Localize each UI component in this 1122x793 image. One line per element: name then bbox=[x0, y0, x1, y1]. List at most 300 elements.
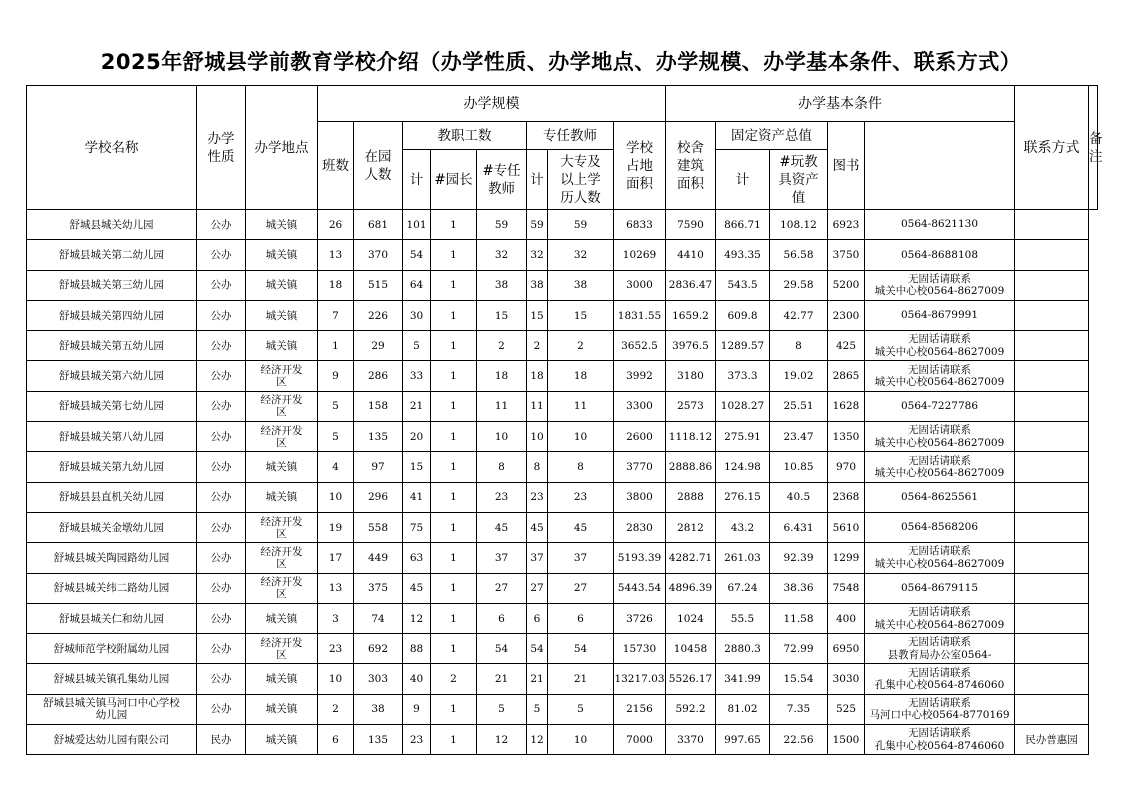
cell-enrolled: 692 bbox=[354, 634, 403, 664]
cell-remarks bbox=[1015, 331, 1089, 361]
cell-contact: 无固话请联系 城关中心校0564-8627009 bbox=[865, 422, 1015, 452]
cell-land-area: 3800 bbox=[614, 482, 666, 512]
cell-classes: 3 bbox=[318, 603, 354, 633]
cell-remarks bbox=[1015, 240, 1089, 270]
table-row bbox=[27, 603, 1098, 633]
cell-school-name: 舒城县城关幼儿园 bbox=[27, 210, 197, 240]
table-row bbox=[27, 634, 1098, 664]
cell-classes: 17 bbox=[318, 543, 354, 573]
table-row bbox=[27, 694, 1098, 724]
cell-assets-total: 1289.57 bbox=[716, 331, 770, 361]
cell-nature: 公办 bbox=[197, 512, 246, 542]
table-row bbox=[27, 664, 1098, 694]
cell-contact: 无固话请联系 城关中心校0564-8627009 bbox=[865, 270, 1015, 300]
cell-teacher-total: 18 bbox=[527, 361, 548, 391]
cell-building-area: 7590 bbox=[666, 210, 716, 240]
cell-books: 1628 bbox=[828, 391, 865, 421]
cell-location: 城关镇 bbox=[246, 664, 318, 694]
header-assets-group: 固定资产总值 bbox=[716, 122, 828, 150]
cell-building-area: 3370 bbox=[666, 725, 716, 755]
cell-books: 425 bbox=[828, 331, 865, 361]
cell-remarks: 民办普惠园 bbox=[1015, 725, 1089, 755]
cell-contact: 0564-8679115 bbox=[865, 573, 1015, 603]
cell-school-name: 舒城县城关金墩幼儿园 bbox=[27, 512, 197, 542]
cell-remarks bbox=[1015, 361, 1089, 391]
cell-school-name: 舒城县县直机关幼儿园 bbox=[27, 482, 197, 512]
cell-fulltime-teacher: 2 bbox=[477, 331, 527, 361]
cell-classes: 6 bbox=[318, 725, 354, 755]
cell-fulltime-teacher: 8 bbox=[477, 452, 527, 482]
cell-location: 城关镇 bbox=[246, 603, 318, 633]
cell-school-name: 舒城县城关第四幼儿园 bbox=[27, 300, 197, 330]
cell-enrolled: 29 bbox=[354, 331, 403, 361]
cell-enrolled: 296 bbox=[354, 482, 403, 512]
cell-school-name: 舒城县城关陶园路幼儿园 bbox=[27, 543, 197, 573]
cell-classes: 10 bbox=[318, 482, 354, 512]
cell-assets-total: 124.98 bbox=[716, 452, 770, 482]
cell-nature: 公办 bbox=[197, 240, 246, 270]
cell-college: 10 bbox=[548, 725, 614, 755]
cell-books: 1350 bbox=[828, 422, 865, 452]
cell-teacher-total: 32 bbox=[527, 240, 548, 270]
cell-staff-total: 54 bbox=[403, 240, 431, 270]
cell-college: 38 bbox=[548, 270, 614, 300]
cell-remarks bbox=[1015, 694, 1089, 724]
header-staff-total: 计 bbox=[403, 150, 431, 210]
cell-school-name: 舒城县城关纬二路幼儿园 bbox=[27, 573, 197, 603]
cell-remarks bbox=[1015, 452, 1089, 482]
cell-college: 32 bbox=[548, 240, 614, 270]
cell-location: 经济开发 区 bbox=[246, 512, 318, 542]
header-building-area: 校舍 建筑 面积 bbox=[666, 122, 716, 210]
cell-teacher-total: 38 bbox=[527, 270, 548, 300]
cell-contact: 0564-8568206 bbox=[865, 512, 1015, 542]
cell-college: 5 bbox=[548, 694, 614, 724]
cell-principal: 1 bbox=[431, 422, 477, 452]
cell-building-area: 1659.2 bbox=[666, 300, 716, 330]
cell-assets-total: 866.71 bbox=[716, 210, 770, 240]
cell-building-area: 2573 bbox=[666, 391, 716, 421]
header-staff-principal: #园长 bbox=[431, 150, 477, 210]
cell-contact: 0564-8688108 bbox=[865, 240, 1015, 270]
cell-school-name: 舒城县城关第五幼儿园 bbox=[27, 331, 197, 361]
cell-staff-total: 64 bbox=[403, 270, 431, 300]
cell-classes: 5 bbox=[318, 422, 354, 452]
cell-books: 525 bbox=[828, 694, 865, 724]
cell-land-area: 3652.5 bbox=[614, 331, 666, 361]
cell-toy-assets: 15.54 bbox=[770, 664, 828, 694]
cell-contact: 0564-7227786 bbox=[865, 391, 1015, 421]
cell-principal: 1 bbox=[431, 543, 477, 573]
cell-remarks bbox=[1015, 543, 1089, 573]
cell-books: 6923 bbox=[828, 210, 865, 240]
cell-fulltime-teacher: 15 bbox=[477, 300, 527, 330]
cell-toy-assets: 11.58 bbox=[770, 603, 828, 633]
cell-location: 城关镇 bbox=[246, 331, 318, 361]
cell-nature: 公办 bbox=[197, 210, 246, 240]
cell-remarks bbox=[1015, 270, 1089, 300]
cell-fulltime-teacher: 18 bbox=[477, 361, 527, 391]
cell-school-name: 舒城县城关第二幼儿园 bbox=[27, 240, 197, 270]
cell-classes: 1 bbox=[318, 331, 354, 361]
cell-location: 经济开发 区 bbox=[246, 634, 318, 664]
table-row bbox=[27, 482, 1098, 512]
cell-staff-total: 5 bbox=[403, 331, 431, 361]
cell-principal: 1 bbox=[431, 603, 477, 633]
cell-contact: 0564-8679991 bbox=[865, 300, 1015, 330]
cell-building-area: 2888 bbox=[666, 482, 716, 512]
cell-building-area: 5526.17 bbox=[666, 664, 716, 694]
cell-nature: 公办 bbox=[197, 391, 246, 421]
cell-school-name: 舒城县城关镇马河口中心学校 幼儿园 bbox=[27, 694, 197, 724]
cell-toy-assets: 72.99 bbox=[770, 634, 828, 664]
header-nature: 办学 性质 bbox=[197, 86, 246, 210]
cell-teacher-total: 5 bbox=[527, 694, 548, 724]
cell-teacher-total: 21 bbox=[527, 664, 548, 694]
cell-land-area: 3726 bbox=[614, 603, 666, 633]
cell-building-area: 4410 bbox=[666, 240, 716, 270]
cell-books: 3750 bbox=[828, 240, 865, 270]
cell-school-name: 舒城县城关仁和幼儿园 bbox=[27, 603, 197, 633]
cell-teacher-total: 23 bbox=[527, 482, 548, 512]
cell-enrolled: 515 bbox=[354, 270, 403, 300]
table-row bbox=[27, 452, 1098, 482]
cell-land-area: 15730 bbox=[614, 634, 666, 664]
cell-assets-total: 609.8 bbox=[716, 300, 770, 330]
cell-college: 6 bbox=[548, 603, 614, 633]
table-row bbox=[27, 422, 1098, 452]
cell-remarks bbox=[1015, 482, 1089, 512]
cell-classes: 19 bbox=[318, 512, 354, 542]
cell-books: 2368 bbox=[828, 482, 865, 512]
cell-contact: 无固话请联系 城关中心校0564-8627009 bbox=[865, 331, 1015, 361]
header-remarks: 备注 bbox=[1089, 86, 1098, 210]
page-title: 2025年舒城县学前教育学校介绍（办学性质、办学地点、办学规模、办学基本条件、联系方式） bbox=[100, 50, 1022, 74]
cell-toy-assets: 22.56 bbox=[770, 725, 828, 755]
cell-contact: 无固话请联系 县教育局办公室0564- bbox=[865, 634, 1015, 664]
cell-enrolled: 375 bbox=[354, 573, 403, 603]
header-assets-toys: #玩教 具资产 值 bbox=[770, 150, 828, 210]
cell-principal: 1 bbox=[431, 270, 477, 300]
cell-land-area: 13217.03 bbox=[614, 664, 666, 694]
cell-books: 1299 bbox=[828, 543, 865, 573]
cell-contact: 无固话请联系 马河口中心校0564-8770169 bbox=[865, 694, 1015, 724]
cell-enrolled: 158 bbox=[354, 391, 403, 421]
cell-books: 400 bbox=[828, 603, 865, 633]
cell-classes: 13 bbox=[318, 240, 354, 270]
cell-assets-total: 543.5 bbox=[716, 270, 770, 300]
cell-contact: 无固话请联系 城关中心校0564-8627009 bbox=[865, 361, 1015, 391]
cell-school-name: 舒城县城关第六幼儿园 bbox=[27, 361, 197, 391]
cell-location: 经济开发 区 bbox=[246, 391, 318, 421]
cell-staff-total: 88 bbox=[403, 634, 431, 664]
cell-remarks bbox=[1015, 512, 1089, 542]
school-table bbox=[26, 85, 1103, 755]
cell-toy-assets: 29.58 bbox=[770, 270, 828, 300]
cell-principal: 1 bbox=[431, 725, 477, 755]
header-books: 图书 bbox=[828, 122, 865, 210]
cell-nature: 公办 bbox=[197, 664, 246, 694]
cell-teacher-total: 59 bbox=[527, 210, 548, 240]
cell-enrolled: 286 bbox=[354, 361, 403, 391]
cell-school-name: 舒城爱达幼儿园有限公司 bbox=[27, 725, 197, 755]
cell-nature: 民办 bbox=[197, 725, 246, 755]
cell-assets-total: 2880.3 bbox=[716, 634, 770, 664]
cell-school-name: 舒城县城关镇孔集幼儿园 bbox=[27, 664, 197, 694]
cell-nature: 公办 bbox=[197, 452, 246, 482]
cell-building-area: 4896.39 bbox=[666, 573, 716, 603]
cell-principal: 1 bbox=[431, 300, 477, 330]
cell-location: 城关镇 bbox=[246, 270, 318, 300]
cell-college: 10 bbox=[548, 422, 614, 452]
cell-toy-assets: 10.85 bbox=[770, 452, 828, 482]
header-land-area: 学校 占地 面积 bbox=[614, 122, 666, 210]
cell-college: 59 bbox=[548, 210, 614, 240]
cell-location: 经济开发 区 bbox=[246, 422, 318, 452]
cell-remarks bbox=[1015, 422, 1089, 452]
cell-contact: 无固话请联系 孔集中心校0564-8746060 bbox=[865, 725, 1015, 755]
cell-nature: 公办 bbox=[197, 694, 246, 724]
cell-contact: 无固话请联系 孔集中心校0564-8746060 bbox=[865, 664, 1015, 694]
cell-staff-total: 33 bbox=[403, 361, 431, 391]
cell-assets-total: 275.91 bbox=[716, 422, 770, 452]
cell-land-area: 2156 bbox=[614, 694, 666, 724]
cell-school-name: 舒城县城关第三幼儿园 bbox=[27, 270, 197, 300]
cell-teacher-total: 6 bbox=[527, 603, 548, 633]
cell-staff-total: 41 bbox=[403, 482, 431, 512]
cell-principal: 1 bbox=[431, 331, 477, 361]
cell-remarks bbox=[1015, 634, 1089, 664]
cell-principal: 1 bbox=[431, 452, 477, 482]
cell-classes: 18 bbox=[318, 270, 354, 300]
cell-staff-total: 12 bbox=[403, 603, 431, 633]
cell-college: 18 bbox=[548, 361, 614, 391]
cell-classes: 26 bbox=[318, 210, 354, 240]
cell-college: 21 bbox=[548, 664, 614, 694]
cell-land-area: 2600 bbox=[614, 422, 666, 452]
cell-contact: 无固话请联系 城关中心校0564-8627009 bbox=[865, 452, 1015, 482]
cell-staff-total: 23 bbox=[403, 725, 431, 755]
cell-classes: 2 bbox=[318, 694, 354, 724]
cell-assets-total: 1028.27 bbox=[716, 391, 770, 421]
cell-enrolled: 38 bbox=[354, 694, 403, 724]
cell-classes: 23 bbox=[318, 634, 354, 664]
cell-land-area: 7000 bbox=[614, 725, 666, 755]
cell-assets-total: 81.02 bbox=[716, 694, 770, 724]
cell-teacher-total: 45 bbox=[527, 512, 548, 542]
cell-location: 经济开发 区 bbox=[246, 573, 318, 603]
cell-college: 8 bbox=[548, 452, 614, 482]
cell-staff-total: 20 bbox=[403, 422, 431, 452]
cell-staff-total: 75 bbox=[403, 512, 431, 542]
table-body bbox=[27, 210, 1098, 755]
table-row bbox=[27, 512, 1098, 542]
cell-location: 城关镇 bbox=[246, 482, 318, 512]
cell-books: 2865 bbox=[828, 361, 865, 391]
cell-teacher-total: 37 bbox=[527, 543, 548, 573]
table-row bbox=[27, 543, 1098, 573]
cell-school-name: 舒城县城关第九幼儿园 bbox=[27, 452, 197, 482]
cell-enrolled: 135 bbox=[354, 422, 403, 452]
cell-toy-assets: 40.5 bbox=[770, 482, 828, 512]
cell-teacher-total: 27 bbox=[527, 573, 548, 603]
cell-enrolled: 226 bbox=[354, 300, 403, 330]
header-classes: 班数 bbox=[318, 122, 354, 210]
cell-location: 城关镇 bbox=[246, 240, 318, 270]
cell-books: 3030 bbox=[828, 664, 865, 694]
cell-staff-total: 40 bbox=[403, 664, 431, 694]
header-staff-group: 教职工数 bbox=[403, 122, 527, 150]
cell-principal: 1 bbox=[431, 573, 477, 603]
cell-toy-assets: 23.47 bbox=[770, 422, 828, 452]
cell-land-area: 3770 bbox=[614, 452, 666, 482]
cell-enrolled: 74 bbox=[354, 603, 403, 633]
cell-college: 45 bbox=[548, 512, 614, 542]
cell-college: 27 bbox=[548, 573, 614, 603]
cell-contact: 无固话请联系 城关中心校0564-8627009 bbox=[865, 543, 1015, 573]
cell-assets-total: 493.35 bbox=[716, 240, 770, 270]
cell-toy-assets: 8 bbox=[770, 331, 828, 361]
cell-toy-assets: 42.77 bbox=[770, 300, 828, 330]
cell-nature: 公办 bbox=[197, 331, 246, 361]
cell-staff-total: 21 bbox=[403, 391, 431, 421]
cell-teacher-total: 2 bbox=[527, 331, 548, 361]
cell-fulltime-teacher: 11 bbox=[477, 391, 527, 421]
cell-staff-total: 101 bbox=[403, 210, 431, 240]
cell-enrolled: 558 bbox=[354, 512, 403, 542]
header-teacher-total: 计 bbox=[527, 150, 548, 210]
cell-principal: 1 bbox=[431, 634, 477, 664]
cell-books: 970 bbox=[828, 452, 865, 482]
cell-classes: 7 bbox=[318, 300, 354, 330]
cell-school-name: 舒城师范学校附属幼儿园 bbox=[27, 634, 197, 664]
cell-college: 23 bbox=[548, 482, 614, 512]
cell-contact: 0564-8621130 bbox=[865, 210, 1015, 240]
cell-toy-assets: 25.51 bbox=[770, 391, 828, 421]
cell-teacher-total: 11 bbox=[527, 391, 548, 421]
cell-location: 城关镇 bbox=[246, 210, 318, 240]
cell-land-area: 3992 bbox=[614, 361, 666, 391]
cell-toy-assets: 7.35 bbox=[770, 694, 828, 724]
cell-building-area: 3976.5 bbox=[666, 331, 716, 361]
cell-books: 5610 bbox=[828, 512, 865, 542]
cell-land-area: 1831.55 bbox=[614, 300, 666, 330]
cell-nature: 公办 bbox=[197, 482, 246, 512]
cell-books: 1500 bbox=[828, 725, 865, 755]
cell-college: 54 bbox=[548, 634, 614, 664]
table-row bbox=[27, 331, 1098, 361]
cell-nature: 公办 bbox=[197, 422, 246, 452]
table-row bbox=[27, 240, 1098, 270]
cell-nature: 公办 bbox=[197, 270, 246, 300]
cell-land-area: 3300 bbox=[614, 391, 666, 421]
cell-remarks bbox=[1015, 603, 1089, 633]
cell-assets-total: 67.24 bbox=[716, 573, 770, 603]
cell-location: 经济开发 区 bbox=[246, 543, 318, 573]
cell-assets-total: 276.15 bbox=[716, 482, 770, 512]
cell-assets-total: 373.3 bbox=[716, 361, 770, 391]
cell-enrolled: 135 bbox=[354, 725, 403, 755]
cell-teacher-total: 15 bbox=[527, 300, 548, 330]
cell-classes: 4 bbox=[318, 452, 354, 482]
table-row bbox=[27, 725, 1098, 755]
cell-fulltime-teacher: 45 bbox=[477, 512, 527, 542]
header-scale-group: 办学规模 bbox=[318, 86, 666, 122]
cell-classes: 13 bbox=[318, 573, 354, 603]
cell-assets-total: 341.99 bbox=[716, 664, 770, 694]
cell-location: 城关镇 bbox=[246, 452, 318, 482]
cell-contact: 无固话请联系 城关中心校0564-8627009 bbox=[865, 603, 1015, 633]
cell-staff-total: 9 bbox=[403, 694, 431, 724]
table-row bbox=[27, 573, 1098, 603]
cell-location: 城关镇 bbox=[246, 300, 318, 330]
cell-principal: 1 bbox=[431, 210, 477, 240]
cell-enrolled: 681 bbox=[354, 210, 403, 240]
table-header bbox=[27, 86, 1103, 210]
cell-fulltime-teacher: 5 bbox=[477, 694, 527, 724]
table-row bbox=[27, 361, 1098, 391]
cell-fulltime-teacher: 37 bbox=[477, 543, 527, 573]
cell-fulltime-teacher: 23 bbox=[477, 482, 527, 512]
cell-remarks bbox=[1015, 573, 1089, 603]
cell-building-area: 2888.86 bbox=[666, 452, 716, 482]
cell-enrolled: 97 bbox=[354, 452, 403, 482]
cell-assets-total: 261.03 bbox=[716, 543, 770, 573]
cell-teacher-total: 54 bbox=[527, 634, 548, 664]
cell-staff-total: 45 bbox=[403, 573, 431, 603]
header-school-name: 学校名称 bbox=[27, 86, 197, 210]
header-teacher-group: 专任教师 bbox=[527, 122, 614, 150]
cell-location: 城关镇 bbox=[246, 694, 318, 724]
cell-toy-assets: 19.02 bbox=[770, 361, 828, 391]
cell-nature: 公办 bbox=[197, 603, 246, 633]
cell-building-area: 592.2 bbox=[666, 694, 716, 724]
cell-remarks bbox=[1015, 210, 1089, 240]
cell-college: 37 bbox=[548, 543, 614, 573]
cell-nature: 公办 bbox=[197, 634, 246, 664]
cell-classes: 10 bbox=[318, 664, 354, 694]
cell-location: 经济开发 区 bbox=[246, 361, 318, 391]
table-row bbox=[27, 270, 1098, 300]
cell-toy-assets: 108.12 bbox=[770, 210, 828, 240]
cell-assets-total: 997.65 bbox=[716, 725, 770, 755]
header-location: 办学地点 bbox=[246, 86, 318, 210]
header-staff-fulltime-teacher: #专任 教师 bbox=[477, 150, 527, 210]
cell-toy-assets: 6.431 bbox=[770, 512, 828, 542]
cell-staff-total: 63 bbox=[403, 543, 431, 573]
cell-assets-total: 43.2 bbox=[716, 512, 770, 542]
cell-toy-assets: 92.39 bbox=[770, 543, 828, 573]
cell-books: 5200 bbox=[828, 270, 865, 300]
cell-staff-total: 15 bbox=[403, 452, 431, 482]
table-row bbox=[27, 300, 1098, 330]
cell-principal: 1 bbox=[431, 240, 477, 270]
cell-land-area: 3000 bbox=[614, 270, 666, 300]
cell-nature: 公办 bbox=[197, 543, 246, 573]
cell-school-name: 舒城县城关第七幼儿园 bbox=[27, 391, 197, 421]
table-row bbox=[27, 391, 1098, 421]
cell-classes: 5 bbox=[318, 391, 354, 421]
cell-classes: 9 bbox=[318, 361, 354, 391]
cell-fulltime-teacher: 6 bbox=[477, 603, 527, 633]
cell-toy-assets: 38.36 bbox=[770, 573, 828, 603]
cell-land-area: 10269 bbox=[614, 240, 666, 270]
cell-principal: 1 bbox=[431, 694, 477, 724]
cell-building-area: 10458 bbox=[666, 634, 716, 664]
cell-fulltime-teacher: 32 bbox=[477, 240, 527, 270]
cell-fulltime-teacher: 21 bbox=[477, 664, 527, 694]
cell-building-area: 4282.71 bbox=[666, 543, 716, 573]
